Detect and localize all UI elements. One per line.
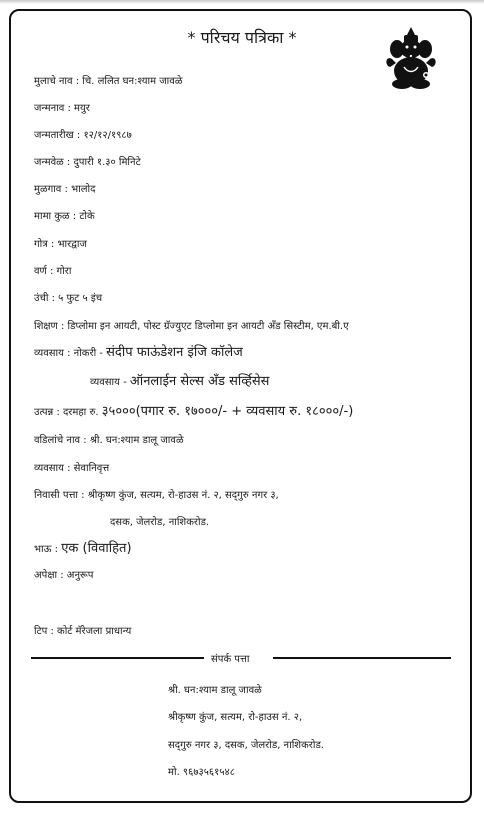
address-line-1: निवासी पत्ता : श्रीकृष्ण कुंज, सत्यम, रो-हाउस नं. २, सद्‌गुरु नगर ३,: [34, 490, 279, 501]
occupation-label: व्यवसाय : नोकरी -: [34, 348, 103, 359]
groom-name: मुलाचे नाव : चि. ललित घन:श्याम जावळे: [34, 76, 183, 87]
page-title: * परिचय पत्रिका *: [187, 28, 297, 47]
maternal-kul: मामा कुळ : टोके: [34, 211, 95, 222]
occupation: [34, 346, 243, 361]
siblings: [34, 542, 132, 557]
birth-time: जन्मवेळ : दुपारी १.३० मिनिटे: [34, 157, 141, 168]
income-value: ३५०००(पगार रु. १७०००/- + व्यवसाय रु. १८०००/-): [101, 404, 354, 419]
address-line-2: दसक, जेलरोड, नाशिकरोड.: [110, 517, 210, 528]
sibling-label: भाऊ :: [34, 544, 59, 555]
scan-artifact: [0, 0, 484, 4]
ganesha-icon: [382, 25, 440, 91]
gotra: गोत्र : भारद्वाज: [34, 239, 87, 250]
income-label: उत्पन्न : दरमहा रु.: [34, 407, 99, 418]
janmanav: जन्मनाव : मयुर: [34, 103, 90, 114]
expectation: अपेक्षा : अनुरूप: [34, 570, 94, 581]
business-value: ऑनलाईन सेल्स अँड सर्व्हिसेस: [129, 374, 270, 389]
native-place: मुळगाव : भालोद: [34, 184, 96, 195]
contact-heading: संपर्क पत्ता: [211, 654, 250, 665]
contact-address-2: सद्‌गुरु नगर ३, दसक, जेलरोड, नाशिकरोड.: [168, 740, 324, 751]
business-label: व्यवसाय -: [90, 377, 127, 388]
height: उंची : ५ फुट ५ इंच: [34, 293, 103, 304]
contact-address-1: श्रीकृष्ण कुंज, सत्यम, रो-हाउस नं. २,: [168, 712, 303, 723]
father-occupation: व्यवसाय : सेवानिवृत्त: [34, 463, 110, 474]
complexion: वर्ण : गोरा: [34, 266, 72, 277]
divider-right: [273, 657, 451, 659]
education: शिक्षण : डिप्लोमा इन आयटी, पोस्ट ग्रॅज्युएट डिप्लोमा इन आयटी अँड सिस्टीम, एम.बी.ए: [34, 321, 349, 332]
note: टिप : कोर्ट मॅरेजला प्राधान्य: [34, 626, 132, 637]
date-of-birth: जन्मतारीख : १२/१२/१९८७: [34, 130, 132, 141]
sibling-value: एक (विवाहित): [61, 541, 132, 556]
father-name: वडिलांचे नाव : श्री. घन:श्याम डालू जावळे: [34, 435, 184, 446]
business: [90, 375, 269, 390]
income: [34, 405, 353, 420]
contact-name: श्री. घन:श्याम डालू जावळे: [168, 685, 262, 696]
occupation-value: संदीप फाऊंडेशन इंजि कॉलेज: [106, 345, 243, 360]
divider-left: [31, 657, 204, 659]
contact-phone: मो. ९६७३५६१५४८: [168, 767, 235, 778]
